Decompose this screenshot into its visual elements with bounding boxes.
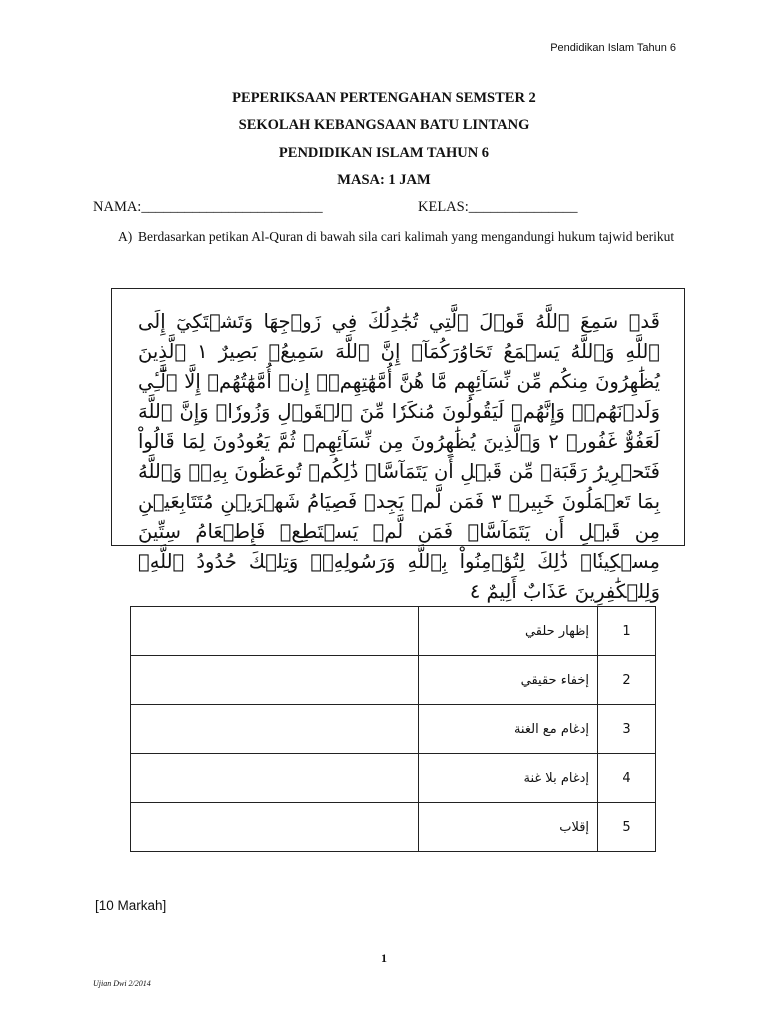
question-a: [118, 228, 678, 245]
row-number: 2: [598, 656, 656, 705]
tajwid-rule: إظهار حلقي: [418, 607, 597, 656]
footer-note: Ujian Dwi 2/2014: [93, 979, 151, 988]
answer-cell: [131, 754, 419, 803]
table-row: [131, 754, 656, 803]
question-text: Berdasarkan petikan Al-Quran di bawah sila cari kalimah yang mengandungi hukum tajwid berikut: [138, 229, 675, 244]
answer-cell: [131, 656, 419, 705]
header-subject-tag: Pendidikan Islam Tahun 6: [550, 42, 676, 54]
page-number: 1: [381, 951, 387, 965]
exam-duration: MASA: 1 JAM: [337, 172, 431, 188]
exam-title: PEPERIKSAAN PERTENGAHAN SEMSTER 2: [232, 90, 536, 106]
row-number: 4: [598, 754, 656, 803]
tajwid-rule: إدغام بلا غنة: [418, 754, 597, 803]
tajwid-rule: إقلاب: [418, 803, 597, 852]
answer-cell: [131, 705, 419, 754]
tajwid-rule: إدغام مع الغنة: [418, 705, 597, 754]
row-number: 5: [598, 803, 656, 852]
table-row: [131, 705, 656, 754]
name-field: NAMA:_________________________: [93, 199, 323, 215]
table-row: [131, 607, 656, 656]
table-row: [131, 803, 656, 852]
quran-passage: قَدۡ سَمِعَ ٱللَّهُ قَوۡلَ ٱلَّتِي تُجَٰدِلُكَ فِي زَوۡجِهَا وَتَشۡتَكِيٓ إِلَى ٱللَّهِ وَٱللَّهُ يَسۡمَعُ تَحَاوُرَكُمَآۚ إِنَّ ٱللَّهَ سَمِيعُۢ بَصِيرٌ ١ ٱلَّذِينَ يُظَٰهِرُونَ مِنكُم مِّن نِّسَآئِهِم مَّا هُنَّ أُمَّهَٰتِهِمۡۖ إِنۡ أُمَّهَٰتُهُمۡ إِلَّا ٱلَّٰٓـِٔي وَلَدۡنَهُمۡۚ وَإِنَّهُمۡ لَيَقُولُونَ مُنكَرٗا مِّنَ ٱلۡقَوۡلِ وَزُورٗاۚ وَإِنَّ ٱللَّهَ لَعَفُوٌّ غَفُورٞ ٢ وَٱلَّذِينَ يُظَٰهِرُونَ مِن نِّسَآئِهِمۡ ثُمَّ يَعُودُونَ لِمَا قَالُواْ فَتَحۡرِيرُ رَقَبَةٖ مِّن قَبۡلِ أَن يَتَمَآسَّاۚ ذَٰلِكُمۡ تُوعَظُونَ بِهِۦۚ وَٱللَّهُ بِمَا تَعۡمَلُونَ خَبِيرٞ ٣ فَمَن لَّمۡ يَجِدۡ فَصِيَامُ شَهۡرَيۡنِ مُتَتَابِعَيۡنِ مِن قَبۡلِ أَن يَتَمَآسَّاۖ فَمَن لَّمۡ يَسۡتَطِعۡ فَإِطۡعَامُ سِتِّينَ مِسۡكِينٗاۚ ذَٰلِكَ لِتُؤۡمِنُواْ بِٱللَّهِ وَرَسُولِهِۦۚ وَتِلۡكَ حُدُودُ ٱللَّهِۗ وَلِلۡكَٰفِرِينَ عَذَابٌ أَلِيمٌ ٤: [138, 310, 660, 603]
quran-passage-box: [111, 288, 685, 603]
subject-title: PENDIDIKAN ISLAM TAHUN 6: [278, 145, 490, 161]
row-number: 3: [598, 705, 656, 754]
tajwid-rule: إخفاء حقيقي: [418, 656, 597, 705]
school-name: SEKOLAH KEBANGSAAN BATU LINTANG: [238, 117, 530, 133]
question-label: A): [118, 229, 133, 244]
table-row: [131, 656, 656, 705]
class-field: KELAS:_______________: [418, 199, 578, 215]
row-number: 1: [598, 607, 656, 656]
answer-cell: [131, 803, 419, 852]
answer-cell: [131, 607, 419, 656]
tajwid-table: [130, 606, 656, 852]
marks-label: [10 Markah]: [95, 898, 167, 913]
